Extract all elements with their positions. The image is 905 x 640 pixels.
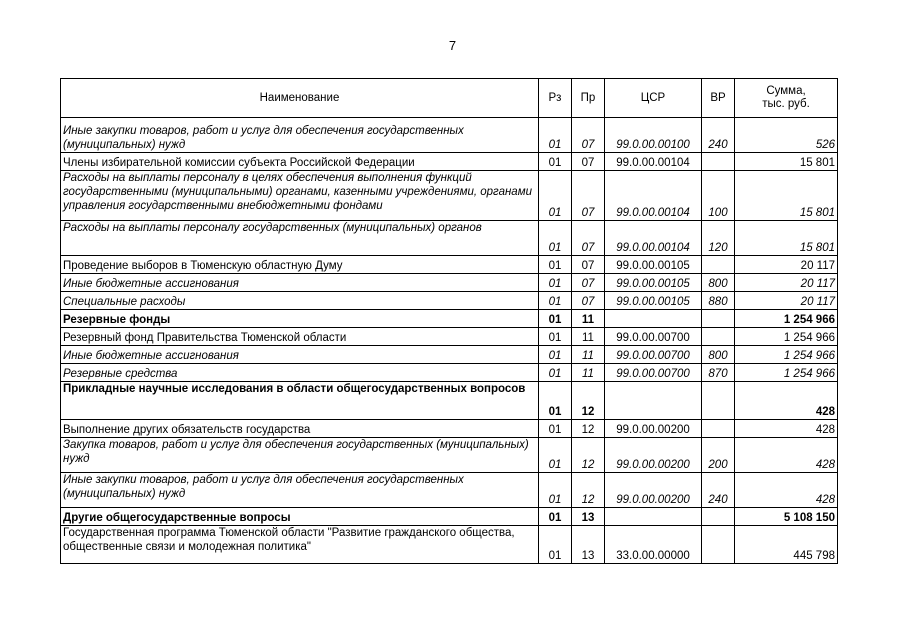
row-vr: 870 <box>702 364 735 382</box>
row-pr: 13 <box>572 526 605 564</box>
row-csr: 99.0.00.00100 <box>605 118 702 153</box>
row-rz: 01 <box>539 221 572 256</box>
row-rz: 01 <box>539 438 572 473</box>
row-sum: 428 <box>735 473 838 508</box>
row-rz: 01 <box>539 364 572 382</box>
table-row <box>61 382 838 420</box>
row-csr: 99.0.00.00104 <box>605 153 702 171</box>
row-vr: 240 <box>702 118 735 153</box>
table-row <box>61 473 838 508</box>
row-vr <box>702 153 735 171</box>
row-sum: 20 117 <box>735 292 838 310</box>
row-csr <box>605 382 702 420</box>
row-sum: 428 <box>735 382 838 420</box>
table-row <box>61 118 838 153</box>
row-pr: 07 <box>572 221 605 256</box>
table-row <box>61 328 838 346</box>
row-sum: 15 801 <box>735 171 838 221</box>
row-csr: 99.0.00.00200 <box>605 473 702 508</box>
row-name: Расходы на выплаты персоналу государственных (муниципальных) органов <box>61 221 539 256</box>
row-rz: 01 <box>539 346 572 364</box>
table-row <box>61 310 838 328</box>
row-csr: 99.0.00.00700 <box>605 346 702 364</box>
row-pr: 07 <box>572 256 605 274</box>
row-pr: 13 <box>572 508 605 526</box>
row-name: Закупка товаров, работ и услуг для обеспечения государственных (муниципальных) нужд <box>61 438 539 473</box>
row-rz: 01 <box>539 292 572 310</box>
budget-table <box>60 78 838 564</box>
row-sum: 1 254 966 <box>735 328 838 346</box>
header-csr: ЦСР <box>605 79 702 118</box>
row-pr: 12 <box>572 382 605 420</box>
row-csr: 99.0.00.00700 <box>605 328 702 346</box>
row-rz: 01 <box>539 274 572 292</box>
table-row <box>61 346 838 364</box>
row-sum: 526 <box>735 118 838 153</box>
row-sum: 1 254 966 <box>735 364 838 382</box>
row-csr <box>605 508 702 526</box>
row-sum: 20 117 <box>735 274 838 292</box>
row-name: Иные закупки товаров, работ и услуг для обеспечения государственных (муниципальных) нужд <box>61 473 539 508</box>
row-csr: 33.0.00.00000 <box>605 526 702 564</box>
row-rz: 01 <box>539 508 572 526</box>
row-pr: 12 <box>572 438 605 473</box>
table-row <box>61 508 838 526</box>
header-name: Наименование <box>61 79 539 118</box>
row-vr: 200 <box>702 438 735 473</box>
table-row <box>61 292 838 310</box>
row-name: Прикладные научные исследования в области общегосударственных вопросов <box>61 382 539 420</box>
row-pr: 12 <box>572 473 605 508</box>
row-vr: 800 <box>702 274 735 292</box>
row-csr: 99.0.00.00105 <box>605 292 702 310</box>
row-rz: 01 <box>539 118 572 153</box>
row-pr: 07 <box>572 153 605 171</box>
header-sum-line2: тыс. руб. <box>762 98 810 110</box>
row-vr <box>702 508 735 526</box>
row-name: Иные закупки товаров, работ и услуг для обеспечения государственных (муниципальных) нужд <box>61 118 539 153</box>
table-row <box>61 274 838 292</box>
header-rz: Рз <box>539 79 572 118</box>
row-pr: 07 <box>572 171 605 221</box>
row-name: Другие общегосударственные вопросы <box>61 508 539 526</box>
row-pr: 07 <box>572 118 605 153</box>
row-name: Иные бюджетные ассигнования <box>61 274 539 292</box>
row-name: Резервный фонд Правительства Тюменской области <box>61 328 539 346</box>
row-vr <box>702 382 735 420</box>
row-rz: 01 <box>539 153 572 171</box>
table-row <box>61 438 838 473</box>
table-row <box>61 364 838 382</box>
row-csr: 99.0.00.00200 <box>605 420 702 438</box>
row-csr: 99.0.00.00105 <box>605 256 702 274</box>
row-pr: 07 <box>572 274 605 292</box>
header-sum-line1: Сумма, <box>766 85 806 97</box>
row-name: Резервные фонды <box>61 310 539 328</box>
row-vr: 240 <box>702 473 735 508</box>
row-sum: 445 798 <box>735 526 838 564</box>
row-vr <box>702 256 735 274</box>
row-name: Специальные расходы <box>61 292 539 310</box>
row-pr: 11 <box>572 346 605 364</box>
row-csr: 99.0.00.00104 <box>605 171 702 221</box>
row-csr: 99.0.00.00700 <box>605 364 702 382</box>
row-name: Государственная программа Тюменской области "Развитие гражданского общества, общественные связи и молодежная политика" <box>61 526 539 564</box>
row-name: Иные бюджетные ассигнования <box>61 346 539 364</box>
row-rz: 01 <box>539 256 572 274</box>
row-rz: 01 <box>539 420 572 438</box>
header-sum <box>735 79 838 118</box>
row-pr: 11 <box>572 364 605 382</box>
row-name: Члены избирательной комиссии субъекта Российской Федерации <box>61 153 539 171</box>
row-vr <box>702 310 735 328</box>
row-sum: 428 <box>735 438 838 473</box>
row-vr: 120 <box>702 221 735 256</box>
table-row <box>61 526 838 564</box>
table-row <box>61 256 838 274</box>
row-vr <box>702 420 735 438</box>
row-csr: 99.0.00.00104 <box>605 221 702 256</box>
header-vr: ВР <box>702 79 735 118</box>
row-csr: 99.0.00.00200 <box>605 438 702 473</box>
row-sum: 1 254 966 <box>735 310 838 328</box>
row-name: Проведение выборов в Тюменскую областную Думу <box>61 256 539 274</box>
row-vr <box>702 328 735 346</box>
row-rz: 01 <box>539 171 572 221</box>
table-row <box>61 221 838 256</box>
row-csr: 99.0.00.00105 <box>605 274 702 292</box>
row-rz: 01 <box>539 382 572 420</box>
row-name: Расходы на выплаты персоналу в целях обеспечения выполнения функций государственными (муниципальными) органами, казенными учреждениями, органами управления государственными внебюджетными фондами <box>61 171 539 221</box>
row-rz: 01 <box>539 328 572 346</box>
table-row <box>61 420 838 438</box>
row-rz: 01 <box>539 473 572 508</box>
row-vr: 100 <box>702 171 735 221</box>
row-sum: 428 <box>735 420 838 438</box>
row-sum: 15 801 <box>735 153 838 171</box>
row-pr: 12 <box>572 420 605 438</box>
row-sum: 15 801 <box>735 221 838 256</box>
row-vr: 880 <box>702 292 735 310</box>
row-csr <box>605 310 702 328</box>
row-rz: 01 <box>539 310 572 328</box>
row-pr: 11 <box>572 310 605 328</box>
row-pr: 11 <box>572 328 605 346</box>
table-row <box>61 153 838 171</box>
row-sum: 1 254 966 <box>735 346 838 364</box>
row-rz: 01 <box>539 526 572 564</box>
page-number: 7 <box>448 38 457 53</box>
header-pr: Пр <box>572 79 605 118</box>
row-name: Резервные средства <box>61 364 539 382</box>
row-name: Выполнение других обязательств государства <box>61 420 539 438</box>
table-header-row <box>61 79 838 118</box>
row-vr: 800 <box>702 346 735 364</box>
row-pr: 07 <box>572 292 605 310</box>
row-sum: 5 108 150 <box>735 508 838 526</box>
row-sum: 20 117 <box>735 256 838 274</box>
table-row <box>61 171 838 221</box>
row-vr <box>702 526 735 564</box>
